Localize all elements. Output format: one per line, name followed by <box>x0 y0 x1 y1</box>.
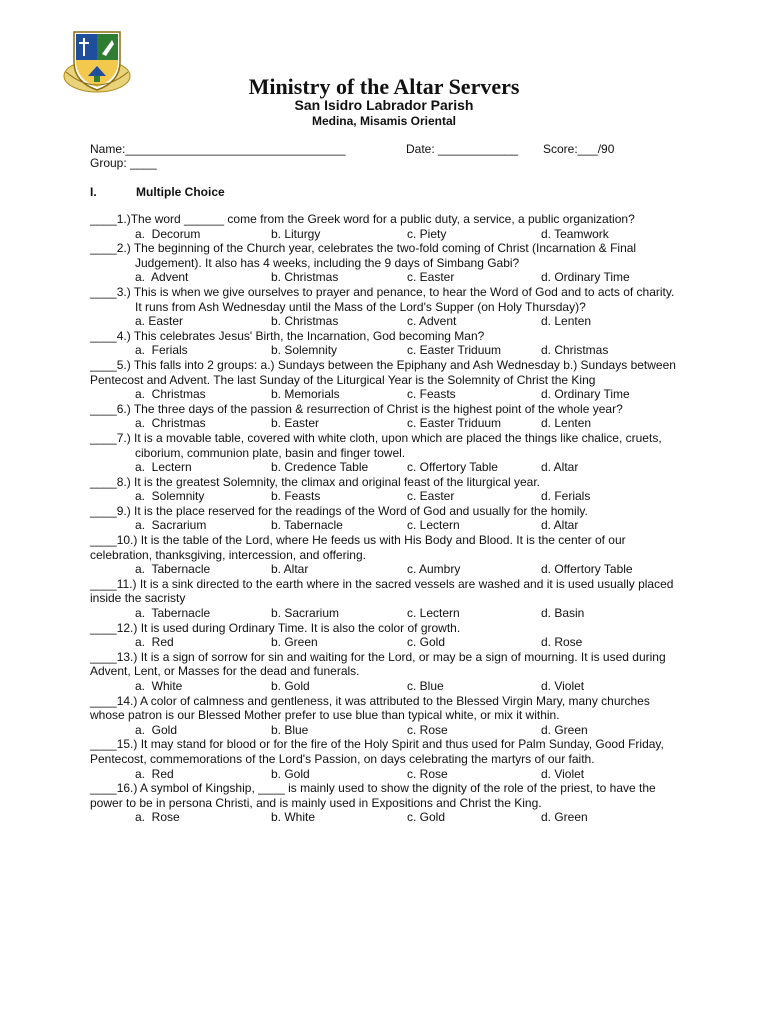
question-stem: ____13.) It is a sign of sorrow for sin and waiting for the Lord, or may be a sign of mourning. It is used during Advent, Lent, or Masses for the dead and funerals. <box>90 649 666 679</box>
date-field[interactable]: Date: ____________ <box>406 142 519 156</box>
answer-options <box>90 387 678 402</box>
option-b[interactable]: b. Solemnity <box>271 343 338 358</box>
question-stem: ____4.) This celebrates Jesus' Birth, the Incarnation, God becoming Man? <box>90 328 485 343</box>
option-d[interactable]: d. Ordinary Time <box>541 270 630 285</box>
question-item <box>90 650 678 694</box>
option-c[interactable]: c. Easter Triduum <box>407 416 502 431</box>
option-a[interactable]: a. White <box>135 679 183 693</box>
option-a[interactable]: a. Christmas <box>135 387 206 402</box>
option-b[interactable]: b. Liturgy <box>271 226 321 241</box>
question-stem: ____2.) The beginning of the Church year, celebrates the two-fold coming of Christ (Incarnation & Final Judgement). It also has 4 weeks, including the 9 days of Simbang Gabi? <box>90 241 637 270</box>
option-a[interactable]: a. Ferials <box>135 343 188 358</box>
option-d[interactable]: d. Green <box>541 810 588 825</box>
answer-options <box>90 416 678 431</box>
option-b[interactable]: b. Christmas <box>271 270 339 285</box>
option-b[interactable]: b. Easter <box>271 416 320 431</box>
option-b[interactable]: b. Gold <box>271 766 310 781</box>
option-c[interactable]: c. Lectern <box>407 606 460 621</box>
option-a[interactable]: a. Red <box>135 766 174 781</box>
option-a[interactable]: a. Sacrarium <box>135 518 207 533</box>
question-item <box>90 781 678 825</box>
option-b[interactable]: b. Christmas <box>271 314 339 329</box>
option-a[interactable]: a. Rose <box>135 810 180 825</box>
question-item <box>90 241 678 285</box>
option-c[interactable]: c. Lectern <box>407 518 460 533</box>
question-stem: ____10.) It is the table of the Lord, where He feeds us with His Body and Blood. It is the center of our celebration, thanksgiving, intercession, and offering. <box>90 533 626 562</box>
answer-options <box>90 723 678 738</box>
question-item <box>90 358 678 402</box>
question-item <box>90 475 678 504</box>
question-stem: ____16.) A symbol of Kingship, ____ is mainly used to show the dignity of the role of the priest, to have the power to be in persona Christi, and is mainly used in Expositions and Christ the King. <box>90 781 656 810</box>
option-d[interactable]: d. Green <box>541 722 588 737</box>
option-d[interactable]: d. Lenten <box>541 416 592 431</box>
question-item <box>90 577 678 621</box>
answer-options <box>90 270 678 285</box>
group-field[interactable]: Group: ____ <box>90 156 157 170</box>
question-stem: ____11.) It is a sink directed to the earth where in the sacred vessels are washed and it is used usually placed inside the sacristy <box>90 576 674 606</box>
answer-options <box>90 767 678 782</box>
question-item <box>90 402 678 431</box>
option-d[interactable]: d. Christmas <box>541 343 609 358</box>
option-c[interactable]: c. Advent <box>407 314 457 329</box>
option-b[interactable]: b. Altar <box>271 562 309 577</box>
answer-options <box>90 562 678 577</box>
parish-location: Medina, Misamis Oriental <box>311 114 457 128</box>
option-c[interactable]: c. Feasts <box>407 387 456 402</box>
option-a[interactable]: a. Tabernacle <box>135 562 211 577</box>
answer-options <box>90 679 678 694</box>
name-field[interactable]: Name:_________________________________ <box>90 142 346 156</box>
option-c[interactable]: c. Aumbry <box>407 562 461 577</box>
option-a[interactable]: a. Tabernacle <box>135 606 211 621</box>
option-b[interactable]: b. Green <box>271 635 318 650</box>
option-c[interactable]: c. Easter <box>407 489 455 504</box>
option-a[interactable]: a. Gold <box>135 722 178 737</box>
answer-options <box>90 810 678 825</box>
option-b[interactable]: b. Sacrarium <box>271 606 340 621</box>
option-a[interactable]: a. Easter <box>135 314 184 329</box>
answer-options <box>90 343 678 358</box>
question-item <box>90 694 678 738</box>
answer-options <box>90 518 678 533</box>
answer-options <box>90 635 678 650</box>
option-a[interactable]: a. Decorum <box>135 226 201 241</box>
option-b[interactable]: b. Tabernacle <box>271 518 343 533</box>
option-a[interactable]: a. Lectern <box>135 460 192 475</box>
answer-options <box>90 489 678 504</box>
score-field[interactable]: Score:___/90 <box>543 142 615 156</box>
question-stem: ____5.) This falls into 2 groups: a.) Sundays between the Epiphany and Ash Wednesday b.) Sundays between Pentecost and Advent. The last Sunday of the Liturgical Year is the Solemnity of Christ the King <box>90 357 676 387</box>
question-stem: ____3.) This is when we give ourselves to prayer and penance, to hear the Word of God and to acts of charity. It runs from Ash Wednesday until the Mass of the Lord's Supper (on Holy Thursday)? <box>90 284 675 314</box>
section-heading <box>90 185 225 199</box>
question-item <box>90 212 678 241</box>
section-number: I. <box>90 185 97 199</box>
option-c[interactable]: c. Offertory Table <box>407 460 498 475</box>
option-b[interactable]: b. Credence Table <box>271 460 369 475</box>
option-c[interactable]: c. Piety <box>407 226 447 241</box>
question-stem: ____15.) It may stand for blood or for the fire of the Holy Spirit and thus used for Palm Sunday, Good Friday, Pentecost, commemorations of the Lord's Passion, on days celebrating the martyrs of our faith. <box>90 737 664 766</box>
option-a[interactable]: a. Advent <box>135 270 189 285</box>
option-d[interactable]: d. Offertory Table <box>541 562 633 577</box>
option-d[interactable]: d. Altar <box>541 460 579 475</box>
question-list <box>90 212 678 825</box>
option-c[interactable]: c. Gold <box>407 635 446 650</box>
option-a[interactable]: a. Solemnity <box>135 489 205 504</box>
question-item <box>90 504 678 533</box>
option-c[interactable]: c. Easter <box>407 270 455 285</box>
question-item <box>90 431 678 475</box>
option-c[interactable]: c. Easter Triduum <box>407 343 502 358</box>
option-d[interactable]: d. Altar <box>541 518 579 533</box>
option-d[interactable]: d. Ferials <box>541 489 591 504</box>
option-b[interactable]: b. White <box>271 810 316 825</box>
option-d[interactable]: d. Lenten <box>541 314 592 329</box>
question-stem: ____8.) It is the greatest Solemnity, the climax and original feast of the liturgical year. <box>90 474 541 489</box>
option-d[interactable]: d. Ordinary Time <box>541 387 630 402</box>
question-stem: ____1.)The word ______ come from the Greek word for a public duty, a service, a public organization? <box>90 212 635 226</box>
parish-name: San Isidro Labrador Parish <box>294 97 474 113</box>
option-b[interactable]: b. Gold <box>271 679 310 693</box>
question-item <box>90 621 678 650</box>
question-item <box>90 737 678 781</box>
answer-options <box>90 227 678 242</box>
option-b[interactable]: b. Blue <box>271 722 309 737</box>
document-title: Ministry of the Altar Servers <box>248 74 520 99</box>
option-c[interactable]: c. Rose <box>407 722 448 737</box>
question-stem: ____7.) It is a movable table, covered with white cloth, upon which are placed the things like chalice, cruets, ciborium, communion plate, basin and finger towel. <box>90 430 662 460</box>
option-d[interactable]: d. Teamwork <box>541 226 609 241</box>
option-b[interactable]: b. Feasts <box>271 489 321 504</box>
option-d[interactable]: d. Violet <box>541 679 585 693</box>
question-stem: ____9.) It is the place reserved for the readings of the Word of God and usually for the homily. <box>90 503 588 518</box>
section-title: Multiple Choice <box>136 185 225 199</box>
option-a[interactable]: a. Christmas <box>135 416 206 431</box>
option-c[interactable]: c. Gold <box>407 810 446 825</box>
option-b[interactable]: b. Memorials <box>271 387 340 402</box>
question-item <box>90 533 678 577</box>
option-d[interactable]: d. Violet <box>541 766 585 781</box>
option-d[interactable]: d. Rose <box>541 635 583 650</box>
question-stem: ____12.) It is used during Ordinary Time. It is also the color of growth. <box>90 620 461 635</box>
question-stem: ____6.) The three days of the passion & resurrection of Christ is the highest point of the whole year? <box>90 401 623 416</box>
question-item <box>90 285 678 329</box>
option-c[interactable]: c. Blue <box>407 679 444 693</box>
answer-options <box>90 460 678 475</box>
option-c[interactable]: c. Rose <box>407 766 448 781</box>
question-item <box>90 329 678 358</box>
option-a[interactable]: a. Red <box>135 635 174 650</box>
answer-options <box>90 314 678 329</box>
option-d[interactable]: d. Basin <box>541 606 585 621</box>
answer-options <box>90 606 678 621</box>
question-stem: ____14.) A color of calmness and gentleness, it was attributed to the Blessed Virgin Mary, many churches whose patron is our Blessed Mother prefer to use blue than typical white, or mix it within. <box>90 693 650 723</box>
